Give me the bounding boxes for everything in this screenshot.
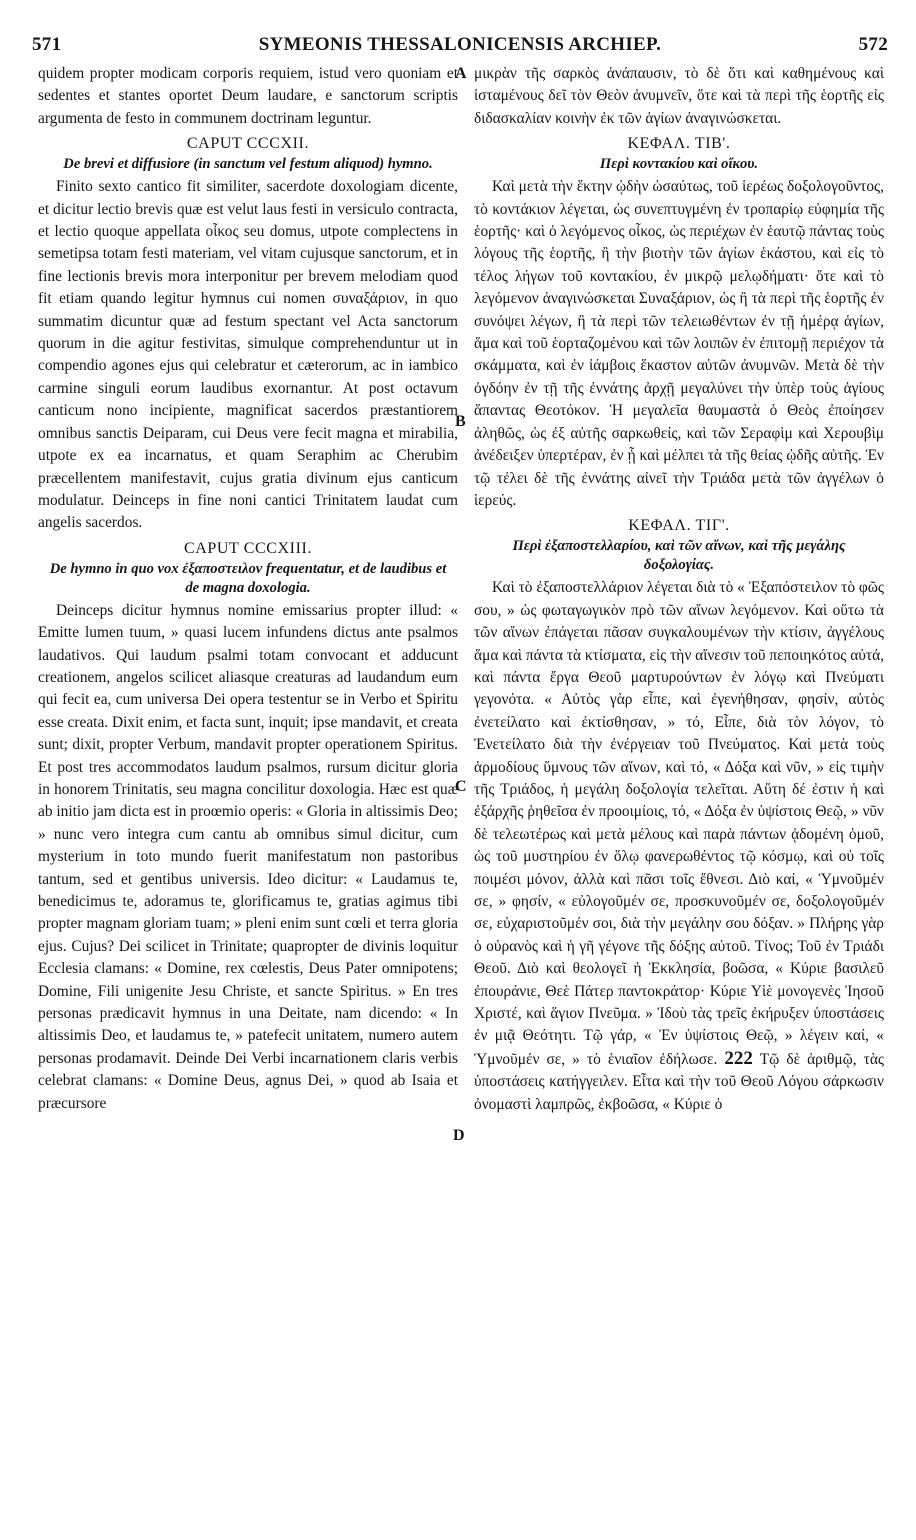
greek-chapter-313-title: ΚΕΦΑΛ. ΤΙΓ'. xyxy=(628,517,730,535)
greek-chapter-312-title: ΚΕΦΑΛ. ΤΙΒ'. xyxy=(627,135,731,153)
greek-chapter-313-body xyxy=(474,577,884,1116)
margin-marker-b: B xyxy=(455,413,466,430)
running-header xyxy=(32,34,888,62)
latin-intro: quidem propter modicam corporis requiem, istud vero quoniam et sedentes et stantes oportet Deum laudare, e sanctorum scriptis argumenta de festo in communem doctrinam leguntur. xyxy=(38,65,458,127)
greek-chapter-312-body: Καὶ μετὰ τὴν ἕκτην ᾠδὴν ὡσαύτως, τοῦ ἱερέως δοξολογοῦντος, τὸ κοντάκιον λέγεται, ὡς συνεπτυγμένη ἐν τροπαρίῳ εὐφημία τῆς ἑορτῆς· καὶ ὁ λεγόμενος οἶκος, ὡς περιέχων ἐν ἑαυτῷ πάντας τοὺς λόγους τῆς ἑορτῆς, ἢ τὴν βιοτὴν τῶν ἁγίων ἑκάστου, καὶ εἰς τὸ τέλος λήγων τοῦ κοντακίου, ἐν μικρῷ μελῳδήματι· ὅτε καὶ τὸ λεγόμενον ἀναγινώσκεται Συναξάριον, ὡς ἢ τὰ περὶ τῆς ἑορτῆς ἐν συνόψει λέγων, ἢ τὰ περὶ τῶν τελειωθέντων ἐν τῇ ἡμέρᾳ ἁγίων, ἅμα καὶ τοῦ ἑορταζομένου καὶ τῶν λοιπῶν ἐν ἐπιτομῇ περιέχον τὰ σκάμματα, καὶ ἐν ἰάμβοις ἕκαστον αὐτῶν ἀνυμνῶν. Μετὰ δὲ τὴν ὀγδόην ἐν τῇ τῆς ἐννάτης ἀρχῇ μεγαλύνει τὴν ὑπὲρ τοὺς ἁγίους ἅπαντας Θεοτόκον. Ἡ μεγαλεῖα θαυμαστὰ ὁ Θεὸς ἐποίησεν ἀληθῶς, ὡς ἐξ αὐτῆς σαρκωθείς, καὶ τῶν Σεραφὶμ καὶ Χερουβὶμ ἀνέδειξεν ὑπερτέραν, ἐν ᾗ καὶ μέλπει τὰ τῆς θείας ᾠδῆς αὐτῆς. Ἐν τῷ τέλει δὲ τῆς ἐννάτης αἰνεῖ τὴν Τριάδα μετὰ τῶν ἀγγέλων ὁ ἱερεύς. xyxy=(474,178,884,509)
latin-chapter-312-subtitle: De brevi et diffusiore (in sanctum vel festum aliquod) hymno. xyxy=(63,156,433,173)
page-number-right: 572 xyxy=(858,34,888,55)
running-title: SYMEONIS THESSALONICENSIS ARCHIEP. xyxy=(258,34,662,55)
greek-chapter-313-subtitle: Περὶ ἐξαποστελλαρίου, καὶ τῶν αἴνων, καὶ τῆς μεγάλης δοξολογίας. xyxy=(512,538,846,574)
latin-chapter-312-title: CAPUT CCCXII. xyxy=(186,135,310,153)
greek-chapter-313-body-part-b: Τῷ δὲ ἀριθμῷ, τὰς ὑποστάσεις κατήγγειλεν. Εἶτα καὶ τὴν τοῦ Θεοῦ Λόγου σάρκωσιν ὀνομαστὶ λαμπρῶς, ἐκβοῶσα, « Κύριε ὁ xyxy=(474,1050,884,1113)
latin-chapter-313-title: CAPUT CCCXIII. xyxy=(183,539,313,557)
page-number-left: 571 xyxy=(32,34,62,55)
margin-marker-c: C xyxy=(455,778,467,795)
latin-column xyxy=(38,63,458,1115)
margin-marker-a: A xyxy=(455,65,467,82)
greek-chapter-312-subtitle: Περὶ κοντακίου καὶ οἴκου. xyxy=(599,156,759,173)
greek-intro: μικρὰν τῆς σαρκὸς ἀνάπαυσιν, τὸ δὲ ὅτι καὶ καθημένους καὶ ἱσταμένους δεῖ τὸν Θεὸν ἀνυμνεῖν, ὅτε καὶ τὰ περὶ τῆς ἑορτῆς εἰς διδασκαλίαν κοινὴν ἐκ τῶν ἁγίων ἀναγινώσκεται. xyxy=(474,65,884,127)
latin-chapter-312-body: Finito sexto cantico fit similiter, sacerdote doxologiam dicente, et dicitur lectio brevis quæ est velut laus festi in versiculo contracta, et lectio quoque appellata οἶκος seu domus, utpote complectens in semetipsa totam festi materiam, vel vitam cujusque sanctorum, et in fine lectionis brevis mora interponitur per brevem melodiam quod fit etiam quando legitur hymnus cui nomen συναξάριον, in quo summatim dicuntur quæ ad festum spectant vel Acta sanctorum quorum in die agitur festivitas, simulque comprehenduntur ut in compendio agones ejus qui celebratur et cæterorum, ac in iambico carmine singuli eorum laudibus exornantur. At post octavum canticum nono incipiente, magnificat sacerdos præstantiorem omnibus sanctis Deiparam, cui Deus vere fecit magna et mirabilia, utpote ex ea incarnatus, et quam Seraphim ac Cherubim præcellentem manifestavit, cujus gratia divinum ejus canticum modulatur. Deinceps in fine noni cantici Trinitatem laudat cum angelis sacerdos. xyxy=(38,178,458,532)
column-number: 222 xyxy=(724,1047,753,1069)
greek-chapter-313-body-part-a: Καὶ τὸ ἐξαποστελλάριον λέγεται διὰ τὸ « Ἐξαπόστειλον τὸ φῶς σου, » ὡς φωταγωγικὸν πρὸ τῶν αἴνων λεγόμενον. Καὶ οὕτω τὰ τῶν αἴνων ἐπάγεται πᾶσαν συγκαλουμένων τὴν κτίσιν, ἀγγέλους ἅμα καὶ πάντα τὰ κτίσματα, εἰς τὴν αἴνεσιν τοῦ πεποιηκότος αὐτά, καὶ πάντα ἔργα Θεοῦ μαρτυρούντων ἐν λόγῳ καὶ Πνεύματι γεγονότα. « Αὐτὸς γὰρ εἶπε, καὶ ἐγενήθησαν, φησίν, αὐτὸς ἐνετείλατο καὶ ἐκτίσθησαν, » τό, Εἶπε, διὰ τὸν λόγον, τὸ Ἐνετείλατο διὰ τὴν ἐνέργειαν τοῦ Πνεύματος. Καὶ μετὰ τοὺς ἁρμοδίους ὕμνους τῶν αἴνων, καὶ τό, « Δόξα καὶ νῦν, » εἰς τιμὴν τῆς Τριάδος, ἡ μεγάλη δοξολογία τελεῖται. Αὕτη δέ ἐστιν ἡ καὶ ἐξάρχῆς ῥηθεῖσα ἐν προοιμίοις, τό, « Δόξα ἐν ὑψίστοις Θεῷ, » νῦν δὲ τελεωτέρως καὶ μετὰ μέλους καὶ παρὰ πάντων ᾀδομένη ὁμοῦ, ὡς τοῦ μυστηρίου ἐν ὅλῳ φανερωθέντος τῷ κόσμῳ, καὶ οὐ τοῖς ποιμέσι μόνον, ἀλλὰ καὶ πᾶσι τοῖς ἔθνεσι. Διὸ καί, « Ὑμνοῦμέν σε, » φησίν, « εὐλογοῦμέν σε, προσκυνοῦμέν σε, δοξολογοῦμέν σε, εὐχαριστοῦμέν σοι, διὰ τὴν μεγάλην σου δόξαν. » Πλήρης γὰρ ὁ οὐρανὸς καὶ ἡ γῆ γέγονε τῆς δόξης αὐτοῦ. Τίνος; Τοῦ ἐν Τριάδι Θεοῦ. Διὸ καὶ θεολογεῖ ἡ Ἐκκλησία, βοῶσα, « Κύριε βασιλεῦ ἐπουράνιε, Θεὲ Πάτερ παντοκράτορ· Κύριε Υἱὲ μονογενὲς Ἰησοῦ Χριστέ, καὶ ἅγιον Πνεῦμα. » Ἰδοὺ τὰς τρεῖς ἐκήρυξεν ὑποστάσεις ἐν μιᾷ Θεότητι. Τῷ γάρ, « Ἐν ὑψίστοις Θεῷ, » λέγειν καί, « Ὑμνοῦμέν σε, » τὸ ἑνιαῖον ἐδήλωσε. xyxy=(474,579,884,1068)
margin-marker-d: D xyxy=(453,1127,465,1144)
latin-chapter-313-subtitle: De hymno in quo vox ἐξαποστειλον frequentatur, et de laudibus et de magna doxologia. xyxy=(49,560,447,596)
greek-column xyxy=(474,63,884,1116)
latin-chapter-313-body: Deinceps dicitur hymnus nomine emissarius propter illud: « Emitte lumen tuum, » quasi lucem infundens dictus ante psalmos laudativos. Qui laudum psalmi totam convocant et adducunt creationem, angelos scilicet aliasque creaturas ad laudandum eum qui fecit ea, cum universa Dei opera testentur se in Verbo et Spiritu esse creata. Dixit enim, et facta sunt, inquit; ipse mandavit, et creata sunt; dixit, propter Verbum, mandavit propter operationem Spiritus. Et post tres accommodatos laudum psalmos, rursum dicitur gloria in honorem Trinitatis, seu magna concilitur doxologia. Hæc est quæ ab initio jam dicta est in proœmio operis: « Gloria in altissimis Deo; » nunc vero integra cum cantu ab omnibus simul dicitur, cum mysterium in toto mundo fuerit manifestatum non pastoribus tantum, sed et gentibus universis. Ideo dicitur: « Laudamus te, benedicimus te, adoramus te, glorificamus te, gratias agimus tibi propter magnam gloriam tuam; » pleni enim sunt cœli et terra gloria ejus. Cujus? Dei scilicet in Trinitate; quapropter de divinis loquitur Ecclesia clamans: « Domine, rex cœlestis, Deus Pater omnipotens; Domine, Fili unigenite Jesu Christe, et sancte Spiritus. » En tres personas prædicavit hymnus in una Deitate, nam dicendo: « In altissimis Deo, et laudamus te, » patefecit unitatem, numero autem personas prodamavit. Deinde Dei Verbi incarnationem claris verbis celebrat clamans: « Domine Deus, agnus Dei, » quod ab Isaia et præcursore xyxy=(38,601,458,1112)
